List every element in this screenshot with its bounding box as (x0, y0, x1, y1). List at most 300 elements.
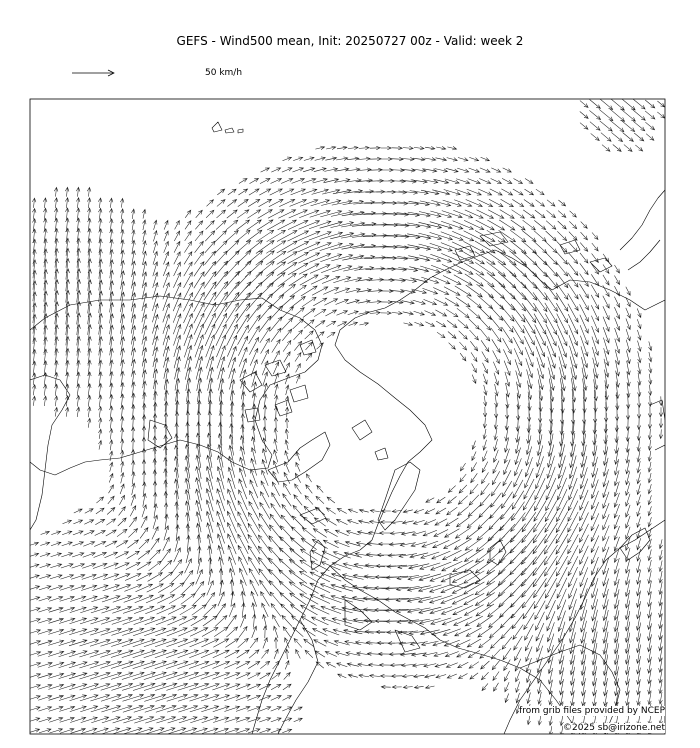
wind-arrow (229, 445, 234, 466)
wind-arrow (123, 717, 142, 724)
wind-arrow (43, 384, 47, 395)
wind-arrow (580, 274, 589, 287)
wind-arrow (280, 307, 293, 320)
wind-arrow (284, 672, 291, 679)
wind-arrow (525, 457, 532, 477)
wind-arrow (153, 515, 158, 529)
wind-arrow (402, 157, 414, 161)
wind-arrow (480, 168, 490, 172)
wind-arrow (28, 673, 41, 678)
wind-arrow (217, 500, 225, 522)
wind-arrow (458, 496, 467, 505)
wind-arrow (476, 604, 494, 616)
wind-arrow (65, 208, 69, 220)
wind-arrow (516, 682, 520, 693)
wind-arrow (249, 557, 260, 575)
wind-arrow (51, 531, 60, 535)
wind-arrow (69, 662, 87, 668)
wind-arrow (535, 210, 545, 218)
wind-arrow (285, 407, 289, 417)
wind-arrow (332, 573, 353, 580)
wind-arrow (523, 210, 535, 218)
wind-arrow (637, 495, 641, 506)
wind-arrow (190, 639, 209, 647)
wind-arrow (648, 363, 652, 373)
wind-arrow (142, 209, 146, 218)
wind-arrow (381, 146, 392, 150)
wind-arrow (101, 683, 122, 690)
wind-arrow (205, 324, 215, 346)
wind-arrow (638, 351, 642, 362)
wind-arrow (648, 549, 652, 560)
wind-arrow (590, 100, 601, 109)
wind-arrow (175, 221, 180, 230)
wind-arrow (201, 672, 220, 679)
wind-arrow (322, 189, 340, 194)
wind-arrow (131, 209, 135, 219)
wind-arrow (167, 617, 186, 625)
wind-arrow (271, 604, 281, 617)
wind-arrow (468, 307, 481, 318)
wind-arrow (28, 696, 41, 701)
wind-arrow (40, 564, 51, 568)
wind-arrow (580, 524, 589, 543)
wind-arrow (400, 543, 416, 547)
wind-arrow (659, 681, 663, 694)
wind-arrow (486, 241, 505, 254)
wind-arrow (122, 628, 144, 636)
wind-arrow (546, 489, 557, 510)
wind-arrow (446, 518, 459, 526)
wind-arrow (547, 600, 556, 620)
wind-arrow (441, 583, 463, 592)
wind-arrow (213, 639, 228, 647)
wind-arrow (437, 497, 446, 503)
wind-arrow (259, 707, 271, 712)
wind-arrow (558, 200, 565, 206)
wind-arrow (185, 221, 191, 230)
wind-arrow (331, 606, 352, 613)
wind-arrow (66, 259, 70, 280)
wind-arrow (285, 363, 290, 373)
coastline-north-pacific-island (212, 122, 243, 133)
wind-arrow (217, 189, 224, 195)
wind-arrow (358, 300, 370, 304)
wind-arrow (284, 472, 290, 483)
wind-arrow (436, 146, 446, 150)
wind-arrow (321, 265, 341, 273)
wind-arrow (228, 478, 236, 500)
wind-arrow (260, 661, 269, 668)
wind-arrow (144, 672, 166, 680)
wind-arrow (337, 519, 348, 524)
wind-arrow (557, 231, 566, 240)
wind-arrow (545, 241, 557, 253)
wind-arrow (80, 607, 97, 613)
wind-arrow (516, 382, 520, 399)
wind-arrow (44, 302, 48, 323)
wind-arrow (315, 157, 326, 161)
wind-arrow (111, 650, 133, 658)
wind-arrow (226, 627, 237, 637)
wind-arrow (69, 640, 87, 646)
wind-arrow (121, 219, 125, 231)
wind-arrow (476, 548, 495, 563)
wind-arrow (166, 672, 188, 680)
wind-arrow (591, 546, 598, 563)
wind-arrow (402, 521, 413, 525)
wind-arrow (215, 303, 227, 324)
wind-arrow (120, 198, 124, 207)
wind-arrow (156, 694, 177, 701)
wind-arrow (591, 513, 599, 530)
wind-arrow (453, 210, 472, 218)
wind-arrow (327, 497, 335, 503)
wind-arrow (205, 593, 214, 606)
wind-arrow (402, 301, 414, 305)
wind-arrow (160, 560, 171, 571)
wind-arrow (290, 538, 305, 551)
wind-arrow (480, 494, 490, 506)
wind-arrow (348, 311, 359, 315)
wind-arrow (134, 617, 155, 625)
wind-arrow (537, 357, 544, 378)
wind-arrow (510, 535, 526, 553)
wind-arrow (504, 671, 509, 681)
wind-arrow (638, 362, 642, 374)
map-title: GEFS - Wind500 mean, Init: 20250727 00z - Valid: week 2 (176, 34, 524, 48)
wind-arrow (249, 502, 259, 521)
wind-arrow (152, 304, 158, 323)
wind-arrow (238, 199, 248, 206)
wind-arrow (443, 276, 461, 285)
wind-arrow (178, 683, 199, 690)
wind-arrow (142, 505, 147, 517)
wind-arrow (288, 220, 308, 229)
wind-arrow (441, 572, 463, 582)
wind-arrow (248, 546, 260, 565)
wind-arrow (54, 187, 58, 196)
wind-arrow (592, 599, 598, 621)
wind-arrow (637, 538, 641, 550)
wind-arrow (84, 520, 93, 524)
wind-arrow (317, 485, 323, 492)
wind-arrow (557, 478, 566, 500)
wind-arrow (430, 573, 452, 581)
wind-arrow (387, 191, 406, 195)
wind-arrow (94, 552, 107, 557)
wind-arrow (420, 630, 439, 635)
wind-arrow (592, 337, 599, 356)
wind-arrow (54, 384, 58, 396)
wind-arrow (28, 640, 41, 645)
wind-arrow (273, 615, 280, 627)
wind-arrow (637, 439, 641, 451)
wind-arrow (229, 357, 236, 378)
wind-arrow (266, 241, 285, 254)
wind-arrow (494, 683, 499, 691)
wind-arrow (556, 293, 568, 311)
wind-arrow (457, 517, 470, 527)
wind-arrow (523, 314, 535, 334)
wind-arrow (533, 251, 547, 265)
wind-arrow (305, 496, 313, 505)
wind-arrow (659, 561, 663, 572)
wind-arrow (185, 231, 192, 241)
wind-arrow (545, 578, 556, 598)
wind-arrow (163, 314, 170, 334)
wind-arrow (111, 683, 132, 690)
wind-arrow (484, 385, 488, 395)
wind-arrow (43, 198, 47, 208)
wind-arrow (51, 553, 62, 557)
wind-arrow (245, 251, 262, 266)
wind-arrow (527, 681, 531, 693)
wind-arrow (132, 220, 136, 231)
wind-arrow (342, 255, 363, 260)
wind-arrow (443, 629, 461, 636)
wind-arrow (66, 384, 70, 396)
wind-arrow (51, 542, 61, 546)
wind-arrow (217, 210, 226, 218)
wind-arrow (568, 263, 578, 276)
wind-arrow (91, 618, 110, 625)
wind-arrow (135, 595, 154, 603)
wind-arrow (443, 200, 462, 206)
wind-arrow (603, 275, 609, 285)
wind-arrow (250, 480, 258, 498)
wind-arrow (240, 359, 247, 378)
wind-arrow (325, 310, 336, 316)
wind-arrow (568, 293, 578, 310)
wind-arrow (252, 626, 257, 638)
wind-arrow (219, 379, 224, 402)
wind-arrow (503, 648, 511, 660)
wind-arrow (648, 560, 652, 572)
wind-arrow (614, 286, 619, 296)
wind-arrow (459, 674, 468, 679)
wind-arrow (545, 556, 558, 576)
wind-arrow (458, 662, 469, 667)
wind-arrow (568, 501, 578, 522)
wind-arrow (292, 308, 305, 319)
wind-arrow (404, 322, 413, 326)
wind-arrow (214, 282, 228, 301)
wind-arrow (133, 628, 155, 636)
wind-arrow (194, 313, 204, 335)
wind-arrow (143, 230, 147, 241)
wind-arrow (511, 220, 525, 230)
wind-arrow (122, 639, 144, 647)
wind-arrow (436, 321, 446, 327)
coastline-caspian (490, 540, 506, 565)
wind-arrow (102, 717, 120, 723)
wind-arrow (557, 314, 568, 335)
wind-arrow (201, 650, 219, 658)
wind-arrow (535, 601, 545, 620)
wind-arrow (122, 672, 144, 680)
wind-arrow (538, 380, 543, 401)
wind-arrow (119, 507, 126, 516)
wind-arrow (134, 606, 154, 614)
wind-arrow (315, 507, 325, 515)
wind-arrow (591, 133, 600, 140)
wind-arrow (511, 304, 525, 322)
wind-arrow (250, 638, 258, 648)
wind-arrow (109, 209, 113, 220)
wind-arrow (90, 639, 110, 646)
wind-arrow (580, 513, 589, 532)
wind-arrow (145, 617, 166, 625)
wind-arrow (349, 322, 358, 326)
wind-arrow (227, 500, 236, 522)
wind-arrow (287, 242, 308, 253)
wind-arrow (580, 589, 587, 610)
wind-arrow (324, 640, 338, 646)
wind-arrow (218, 592, 224, 606)
wind-arrow (469, 157, 478, 161)
wind-arrow (263, 626, 267, 638)
coastline-greenland (268, 432, 330, 482)
wind-arrow (472, 441, 475, 450)
wind-arrow (138, 551, 150, 560)
wind-arrow (615, 318, 620, 331)
wind-arrow (580, 567, 588, 586)
wind-arrow (424, 664, 436, 668)
wind-arrow (501, 625, 513, 638)
wind-arrow (80, 684, 99, 691)
wind-arrow (364, 619, 386, 623)
wind-arrow (333, 277, 350, 283)
wind-arrow (470, 484, 478, 494)
wind-arrow (614, 589, 619, 608)
wind-arrow (152, 293, 158, 311)
wind-arrow (76, 396, 80, 407)
wind-arrow (425, 146, 435, 150)
wind-arrow (523, 501, 536, 521)
wind-arrow (296, 650, 301, 659)
wind-arrow (217, 511, 225, 533)
wind-arrow (205, 231, 215, 241)
wind-arrow (547, 611, 555, 631)
wind-arrow (283, 494, 292, 507)
wind-arrow (207, 581, 214, 596)
wind-arrow (133, 650, 156, 658)
wind-arrow (291, 605, 306, 616)
wind-arrow (432, 629, 451, 635)
wind-arrow (593, 358, 599, 378)
wind-arrow (239, 179, 247, 184)
wind-arrow (184, 282, 193, 299)
wind-arrow (648, 451, 652, 461)
wind-arrow (493, 461, 499, 474)
wind-arrow (389, 543, 404, 547)
wind-arrow (208, 546, 212, 564)
wind-arrow (267, 220, 285, 230)
wind-arrow (165, 401, 169, 422)
wind-arrow (364, 575, 386, 579)
wind-arrow (347, 300, 360, 304)
wind-arrow (603, 599, 609, 620)
wind-arrow (194, 292, 205, 311)
wind-arrow (592, 243, 598, 251)
copyright-credit: ©2025 sb@irizone.net (563, 723, 665, 733)
wind-arrow (184, 252, 192, 265)
wind-arrow (322, 276, 340, 283)
wind-arrow (380, 531, 393, 535)
wind-arrow (430, 595, 453, 603)
wind-arrow (503, 168, 512, 172)
wind-arrow (557, 324, 567, 346)
wind-arrow (124, 728, 142, 734)
wind-arrow (216, 231, 227, 242)
wind-arrow (65, 187, 69, 196)
wind-arrow (648, 385, 652, 396)
wind-arrow (592, 468, 598, 488)
wind-arrow (648, 374, 652, 384)
wind-arrow (238, 189, 247, 195)
wind-arrow (464, 549, 483, 562)
wind-arrow (207, 523, 213, 543)
wind-arrow (569, 610, 576, 632)
wind-arrow (545, 303, 557, 323)
wind-arrow (190, 706, 208, 712)
wind-arrow (285, 661, 289, 670)
wind-arrow (435, 169, 448, 173)
wind-arrow (299, 210, 319, 218)
wind-arrow (283, 627, 291, 638)
wind-arrow (603, 265, 609, 274)
wind-arrow (239, 627, 247, 638)
wind-arrow (249, 568, 259, 585)
wind-arrow (370, 146, 381, 150)
wind-arrow (377, 553, 395, 557)
wind-arrow (490, 189, 502, 195)
wind-arrow (546, 324, 556, 346)
wind-arrow (250, 491, 259, 510)
wind-arrow (296, 364, 301, 373)
wind-arrow (96, 508, 104, 514)
wind-arrow (399, 554, 417, 558)
wind-arrow (214, 271, 228, 288)
wind-arrow (293, 157, 303, 161)
wind-arrow (380, 157, 392, 161)
wind-arrow (239, 490, 248, 510)
wind-arrow (179, 717, 197, 723)
wind-arrow (645, 111, 655, 119)
wind-arrow (274, 439, 278, 451)
wind-arrow (581, 610, 587, 632)
wind-arrow (310, 210, 331, 217)
wind-arrow (437, 332, 445, 338)
wind-arrow (626, 319, 631, 330)
wind-arrow (469, 662, 479, 669)
wind-arrow (109, 474, 113, 483)
wind-arrow (311, 200, 330, 206)
wind-arrow (546, 335, 555, 357)
wind-arrow (599, 98, 612, 109)
wind-arrow (534, 314, 546, 335)
wind-arrow (183, 570, 193, 583)
wind-arrow (648, 528, 651, 538)
wind-arrow (118, 518, 126, 526)
wind-arrow (100, 650, 121, 657)
wind-arrow (659, 592, 663, 606)
wind-arrow (414, 674, 425, 678)
wind-arrow (591, 264, 598, 274)
wind-arrow (325, 157, 336, 161)
wind-arrow (72, 553, 84, 557)
